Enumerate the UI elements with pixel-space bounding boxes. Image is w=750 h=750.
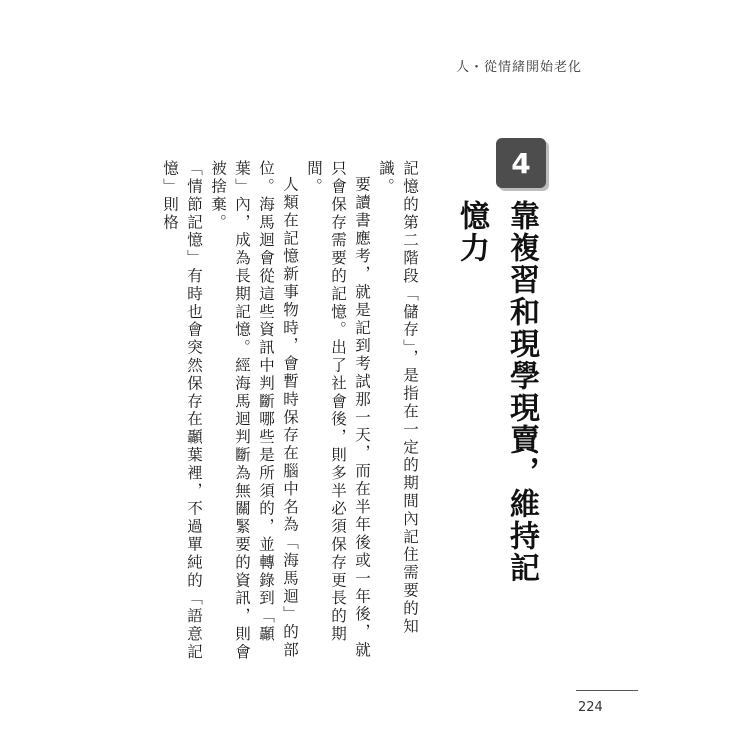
page-number: 224 bbox=[578, 700, 603, 715]
chapter-number-badge: 4 bbox=[496, 138, 546, 188]
page-number-rule bbox=[576, 690, 638, 691]
body-paragraph: 「情節記憶」有時也會突然保存在顳葉裡，不過單純的「語意記憶」則格 bbox=[161, 160, 203, 662]
body-paragraph: 記憶的第二階段「儲存」，是指在一定的期間內記住需要的知識。 bbox=[377, 160, 419, 636]
running-header: 人・從情緒開始老化 bbox=[455, 60, 582, 75]
body-paragraph: 要讀書應考，就是記到考試那一天，而在半年後或一年後，就只會保存需要的記憶。出了社會後，則多半必須保存更長的期間。 bbox=[305, 160, 371, 659]
body-text bbox=[158, 160, 422, 670]
chapter-title: 靠複習和現學現賣，維持記憶力 bbox=[454, 200, 539, 584]
body-paragraph: 人類在記憶新事物時，會暫時保存在腦中名為「海馬迴」的部位。海馬迴會從這些資訊中判斷哪些是所須的，並轉錄到「顳葉」內，成為長期記憶。經海馬迴判斷為無關緊要的資訊，則會被捨棄。 bbox=[209, 160, 299, 662]
